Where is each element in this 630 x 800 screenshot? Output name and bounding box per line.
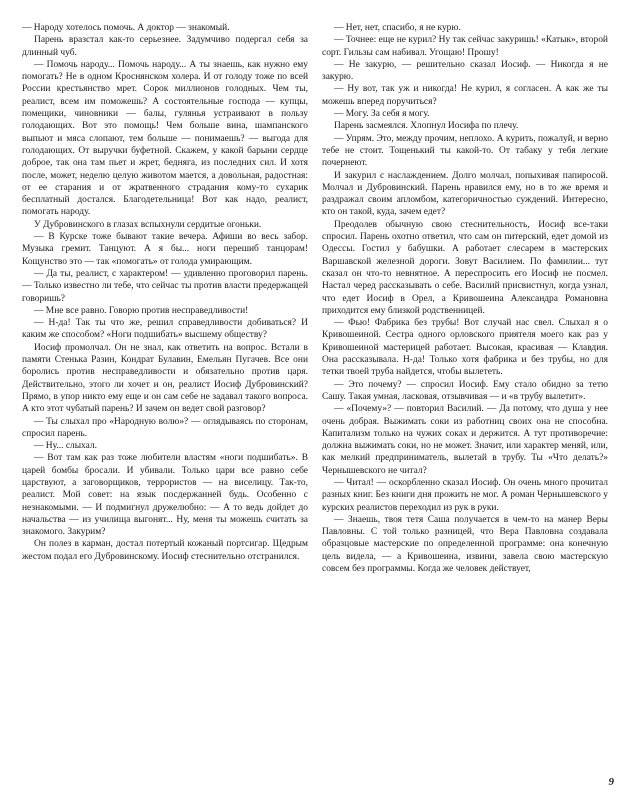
paragraph: — Вот там как раз тоже любители властям «ноги подшибать». В царей бомбы бросали. И убивали. Только цари все равно себе царствуют, а заговорщиков, террористов — на виселицу. Так-то, реалист. Мой совет: на язык посдержанней будь. Особенно с незнакомыми. — И подмигнул дружелюбно: — А то ведь дойдет до начальства — из училища выгонят... Ну, меня ты можешь считать за знакомого. Закурим? (22, 453, 308, 538)
right-column (322, 22, 608, 774)
left-column (22, 22, 308, 774)
paragraph: — Ну вот, так уж и никогда! Не курил, я согласен. А как же ты можешь вперед поручиться? (322, 84, 608, 107)
paragraph: — «Почему»? — повторил Василий. — Да потому, что душа у нее очень добрая. Выжимать соки из работниц своих она не способна. Капитализм только на чужих соках и держится. А тут противоречие: должна выжимать соки, но не может. Значит, или характер меняй, или, как мелкий предприниматель, вылетай в трубу. Ты «Что делать?» Чернышевского не читал? (322, 404, 608, 476)
paragraph: — Нет, нет, спасибо, я не курю. (334, 23, 461, 33)
paragraph: — В Курске тоже бывают такие вечера. Афиши во весь забор. Музыка гремит. Танцуют. А я бы... ноги перешиб танцорам! Кощунство это — так «помогать» от голода умирающим. (22, 232, 308, 267)
paragraph: — Да ты, реалист, с характером! — удивленно проговорил парень. — Только известно ли тебе, что сейчас ты против власти предержащей говоришь? (22, 268, 308, 304)
paragraph: Парень вразстал как-то серьезнее. Задумчиво подергал себя за длинный чуб. (22, 35, 308, 58)
paragraph: — Знаешь, твоя тетя Саша получается в чем-то на манер Веры Павловны. С той только разницей, что Вера Павловна создавала образцовые мастерские по определенной программе: она конечную цель видела, — а Кривошеина, извини, завела свою мастерскую совсем без программы. Когда же человек действует, (322, 514, 608, 575)
paragraph: — Ну... слыхал. (34, 441, 97, 452)
paragraph: Иосиф промолчал. Он не знал, как ответить на вопрос. Встали в памяти Стенька Разин, Кондрат Булавин, Емельян Пугачев. Все они боролись против несправедливости и обязательно против царя. Действительно, этого ли хочет и он, реалист Иосиф Дубровинский? Прямо, в упор никто ему еще и он сам себе не задавал такого вопроса. А кто этот чубатый парень? И зачем он ведет свой разговор? (22, 342, 308, 415)
paragraph: Он полез в карман, достал потертый кожаный портсигар. Щедрым жестом подал его Дубровинскому. Иосиф стеснительно отстранился. (22, 539, 308, 562)
page (22, 22, 608, 774)
paragraph: — Ты слыхал про «Народную волю»? — оглядываясь по сторонам, спросил парень. (22, 416, 308, 439)
page-number: 9 (608, 776, 614, 788)
paragraph: Парень засмеялся. Хлопнул Иосифа по плечу. (334, 121, 519, 132)
paragraph: — Точнее: еще не курил? Ну так сейчас закуришь! «Катык», второй сорт. Гильзы сам набивал. Угощаю! Прошу! (322, 35, 608, 58)
paragraph: — Н-да! Так ты что же, решил справедливости добиваться? И каким же способом? «Ноги подшибать» высшему обществу? (22, 318, 308, 341)
paragraph: — Это почему? — спросил Иосиф. Ему стало обидно за тетю Сашу. Такая умная, ласковая, отзывчивая — и «в трубу вылетит». (322, 379, 608, 402)
paragraph: — Читал! — оскорбленно сказал Иосиф. Он очень много прочитал разных книг. Без книги дня прожить не мог. А роман Чернышевского у курских реалистов переходил из рук в руки. (322, 477, 608, 513)
paragraph: — Народу хотелось помочь. А доктор — знакомый. (22, 23, 230, 33)
paragraph: И закурил с наслаждением. Долго молчал, попыхивая папиросой. Молчал и Дубровинский. Парень нравился ему, но в то же время и раздражал своим апломбом, категоричностью суждений. Интересно, кто он такой, куда, зачем едет? (322, 170, 608, 218)
paragraph: Преодолев обычную свою стеснительность, Иосиф все-таки спросил. Парень охотно ответил, что сам он питерский, едет домой из Одессы. Гостил у бабушки. А работает слесарем в мастерских Варшавской железной дороги. Зовут Василием. По фамилии... тут сказал он что-то невнятное. А переспросить его Иосиф не посмел. Настал черед рассказывать о себе. Василий присвистнул, когда узнал, что едет Иосиф в Орел, а Кривошеина Александра Романовна приходится ему близкой родственницей. (322, 219, 608, 316)
paragraph: — Упрям. Это, между прочим, неплохо. А курить, пожалуй, и верно тебе не стоит. Тощенький ты какой-то. От табаку у тебя легкие почернеют. (322, 133, 608, 169)
paragraph: — Фью! Фабрика без трубы! Вот случай нас свел. Слыхал я о Кривошеиной. Сестра одного орловского приятеля моего как раз у Кривошеиной мастерицей работает. Высокая, красивая — Клавдия. Она рассказывала. Н-да! Только хотя фабрика и без трубы, но для тетки твоей труба найдется, чтобы вылететь. (322, 318, 608, 378)
paragraph: — Не закурю, — решительно сказал Иосиф. — Никогда я не закурю. (322, 59, 608, 83)
paragraph: — Могу. За себя я могу. (334, 109, 430, 120)
paragraph: — Мне все равно. Говорю против несправедливости! (34, 305, 249, 316)
paragraph: У Дубровинского в глазах вспыхнули сердитые огоньки. (34, 219, 262, 230)
paragraph: — Помочь народу... Помочь народу... А ты знаешь, как нужно ему помогать? Не в одном Кроснянском холера. И от голоду тоже по всей России крестьянство мрет. Сорок миллионов голодных. Чем ты, реалист, всем им поможешь? А состоятельные господа — купцы, помещики, чиновники — балы, гулянья устраивают в пользу голодающих. Вот это помощь! Чем больше вина, шампанского выпьют и мяса слопают, тем больше — понимаешь? — выгода для голодающих. От выручки буфетной. Скажем, у какой барыни сердце доброе, так она там пьет и жрет, бедняга, из последних сил. И хотя после, может, неделю целую животом мается, а довольная, радостная: от ее старания и от жратвенного страдания кому-то сухарик бесплатный достался. Благодетельница! Вот как надо, реалист, помогать народу. (22, 59, 308, 218)
